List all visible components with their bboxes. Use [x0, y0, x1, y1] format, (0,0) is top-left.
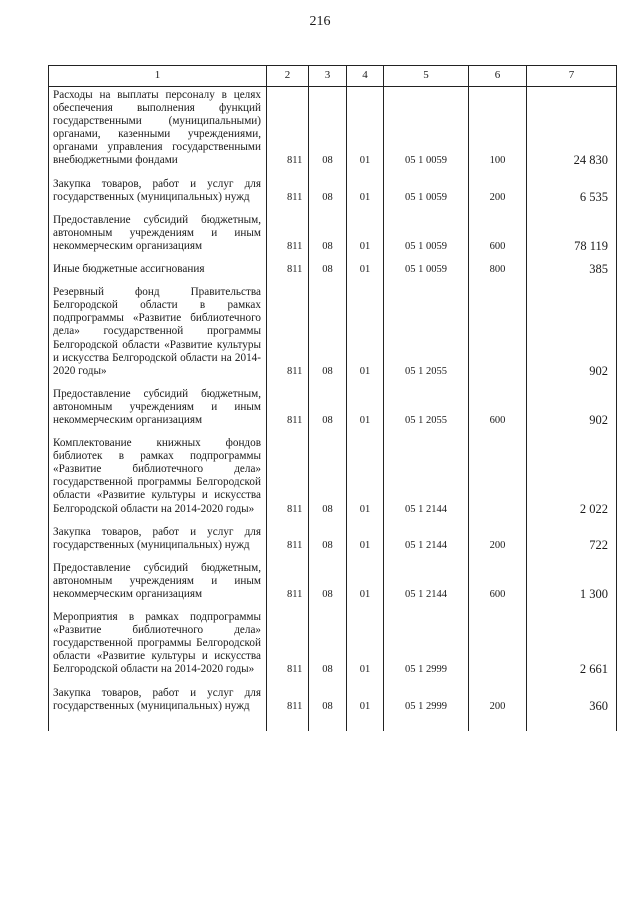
cell-rez: 811 — [267, 87, 309, 176]
cell-vr: 200 — [469, 524, 527, 560]
cell-vr — [469, 609, 527, 684]
cell-amount: 2 022 — [527, 435, 617, 524]
cell-rz: 08 — [309, 685, 347, 721]
table-row — [49, 87, 617, 176]
cell-rz: 08 — [309, 524, 347, 560]
cell-vr: 200 — [469, 176, 527, 212]
row-name: Закупка товаров, работ и услуг для государственных (муниципальных) нужд — [49, 685, 267, 721]
row-name: Закупка товаров, работ и услуг для государственных (муниципальных) нужд — [49, 524, 267, 560]
cell-csr: 05 1 2999 — [384, 609, 469, 684]
cell-csr: 05 1 2144 — [384, 560, 469, 609]
cell-amount: 2 661 — [527, 609, 617, 684]
cell-amount: 902 — [527, 284, 617, 386]
cell-rez: 811 — [267, 212, 309, 261]
cell-rz: 08 — [309, 435, 347, 524]
col-header-6: 6 — [469, 66, 527, 87]
row-name: Предоставление субсидий бюджетным, автономным учреждениям и иным некоммерческим организациям — [49, 212, 267, 261]
cell-csr: 05 1 0059 — [384, 176, 469, 212]
cell-amount: 1 300 — [527, 560, 617, 609]
cell-csr: 05 1 2055 — [384, 386, 469, 435]
cell-rz: 08 — [309, 261, 347, 284]
cell-rez: 811 — [267, 386, 309, 435]
cell-vr — [469, 435, 527, 524]
cell-amount: 722 — [527, 524, 617, 560]
table-row — [49, 212, 617, 261]
cell-csr: 05 1 0059 — [384, 212, 469, 261]
cell-amount: 902 — [527, 386, 617, 435]
cell-vr: 200 — [469, 685, 527, 721]
row-name: Комплектование книжных фондов библиотек в рамках подпрограммы «Развитие библиотечного дела» государственной программы Белгородской области «Развитие культуры и искусства Белгородской области на 2014-2020 годы» — [49, 435, 267, 524]
cell-csr: 05 1 0059 — [384, 87, 469, 176]
cell-amount: 360 — [527, 685, 617, 721]
table-row — [49, 261, 617, 284]
cell-rez: 811 — [267, 284, 309, 386]
cell-vr: 600 — [469, 386, 527, 435]
cell-pr: 01 — [347, 435, 384, 524]
row-name: Расходы на выплаты персоналу в целях обеспечения выполнения функций государственными (муниципальными) органами, казенными учреждениями, органами управления государственными внебюджетными фондами — [49, 87, 267, 176]
cell-pr: 01 — [347, 524, 384, 560]
table-row — [49, 560, 617, 609]
cell-rz: 08 — [309, 560, 347, 609]
row-name: Резервный фонд Правительства Белгородской области в рамках подпрограммы «Развитие библиотечного дела» государственной программы Белгородской области «Развитие культуры и искусства Белгородской области на 2014-2020 годы» — [49, 284, 267, 386]
cell-amount: 385 — [527, 261, 617, 284]
cell-pr: 01 — [347, 284, 384, 386]
cell-pr: 01 — [347, 609, 384, 684]
row-name: Мероприятия в рамках подпрограммы «Развитие библиотечного дела» государственной программы Белгородской области «Развитие культуры и искусства Белгородской области на 2014-2020 годы» — [49, 609, 267, 684]
cell-pr: 01 — [347, 212, 384, 261]
cell-vr: 800 — [469, 261, 527, 284]
col-header-1: 1 — [49, 66, 267, 87]
cell-rez: 811 — [267, 560, 309, 609]
cell-pr: 01 — [347, 386, 384, 435]
row-name: Предоставление субсидий бюджетным, автономным учреждениям и иным некоммерческим организациям — [49, 560, 267, 609]
cell-rez: 811 — [267, 524, 309, 560]
cell-csr: 05 1 2144 — [384, 435, 469, 524]
cell-rez: 811 — [267, 435, 309, 524]
cell-pr: 01 — [347, 685, 384, 721]
cell-rz: 08 — [309, 87, 347, 176]
table-row — [49, 176, 617, 212]
cell-vr: 100 — [469, 87, 527, 176]
cell-csr: 05 1 0059 — [384, 261, 469, 284]
cell-amount: 24 830 — [527, 87, 617, 176]
table-row — [49, 685, 617, 721]
table-row — [49, 284, 617, 386]
cell-rez: 811 — [267, 609, 309, 684]
cell-rz: 08 — [309, 386, 347, 435]
table-tail — [49, 721, 617, 731]
cell-rz: 08 — [309, 284, 347, 386]
col-header-7: 7 — [527, 66, 617, 87]
col-header-5: 5 — [384, 66, 469, 87]
cell-rz: 08 — [309, 176, 347, 212]
col-header-2: 2 — [267, 66, 309, 87]
header-row — [49, 66, 617, 87]
cell-amount: 78 119 — [527, 212, 617, 261]
cell-rez: 811 — [267, 685, 309, 721]
cell-csr: 05 1 2144 — [384, 524, 469, 560]
table-row — [49, 609, 617, 684]
cell-amount: 6 535 — [527, 176, 617, 212]
row-name: Иные бюджетные ассигнования — [49, 261, 267, 284]
row-name: Закупка товаров, работ и услуг для государственных (муниципальных) нужд — [49, 176, 267, 212]
cell-rz: 08 — [309, 212, 347, 261]
table-row — [49, 386, 617, 435]
cell-pr: 01 — [347, 176, 384, 212]
cell-vr — [469, 284, 527, 386]
cell-csr: 05 1 2055 — [384, 284, 469, 386]
cell-pr: 01 — [347, 87, 384, 176]
cell-vr: 600 — [469, 212, 527, 261]
cell-pr: 01 — [347, 560, 384, 609]
cell-vr: 600 — [469, 560, 527, 609]
cell-rz: 08 — [309, 609, 347, 684]
cell-pr: 01 — [347, 261, 384, 284]
page-number: 216 — [309, 14, 331, 29]
cell-rez: 811 — [267, 176, 309, 212]
cell-csr: 05 1 2999 — [384, 685, 469, 721]
col-header-4: 4 — [347, 66, 384, 87]
table-row — [49, 524, 617, 560]
row-name: Предоставление субсидий бюджетным, автономным учреждениям и иным некоммерческим организациям — [49, 386, 267, 435]
cell-rez: 811 — [267, 261, 309, 284]
budget-table — [48, 65, 617, 731]
col-header-3: 3 — [309, 66, 347, 87]
table-row — [49, 435, 617, 524]
